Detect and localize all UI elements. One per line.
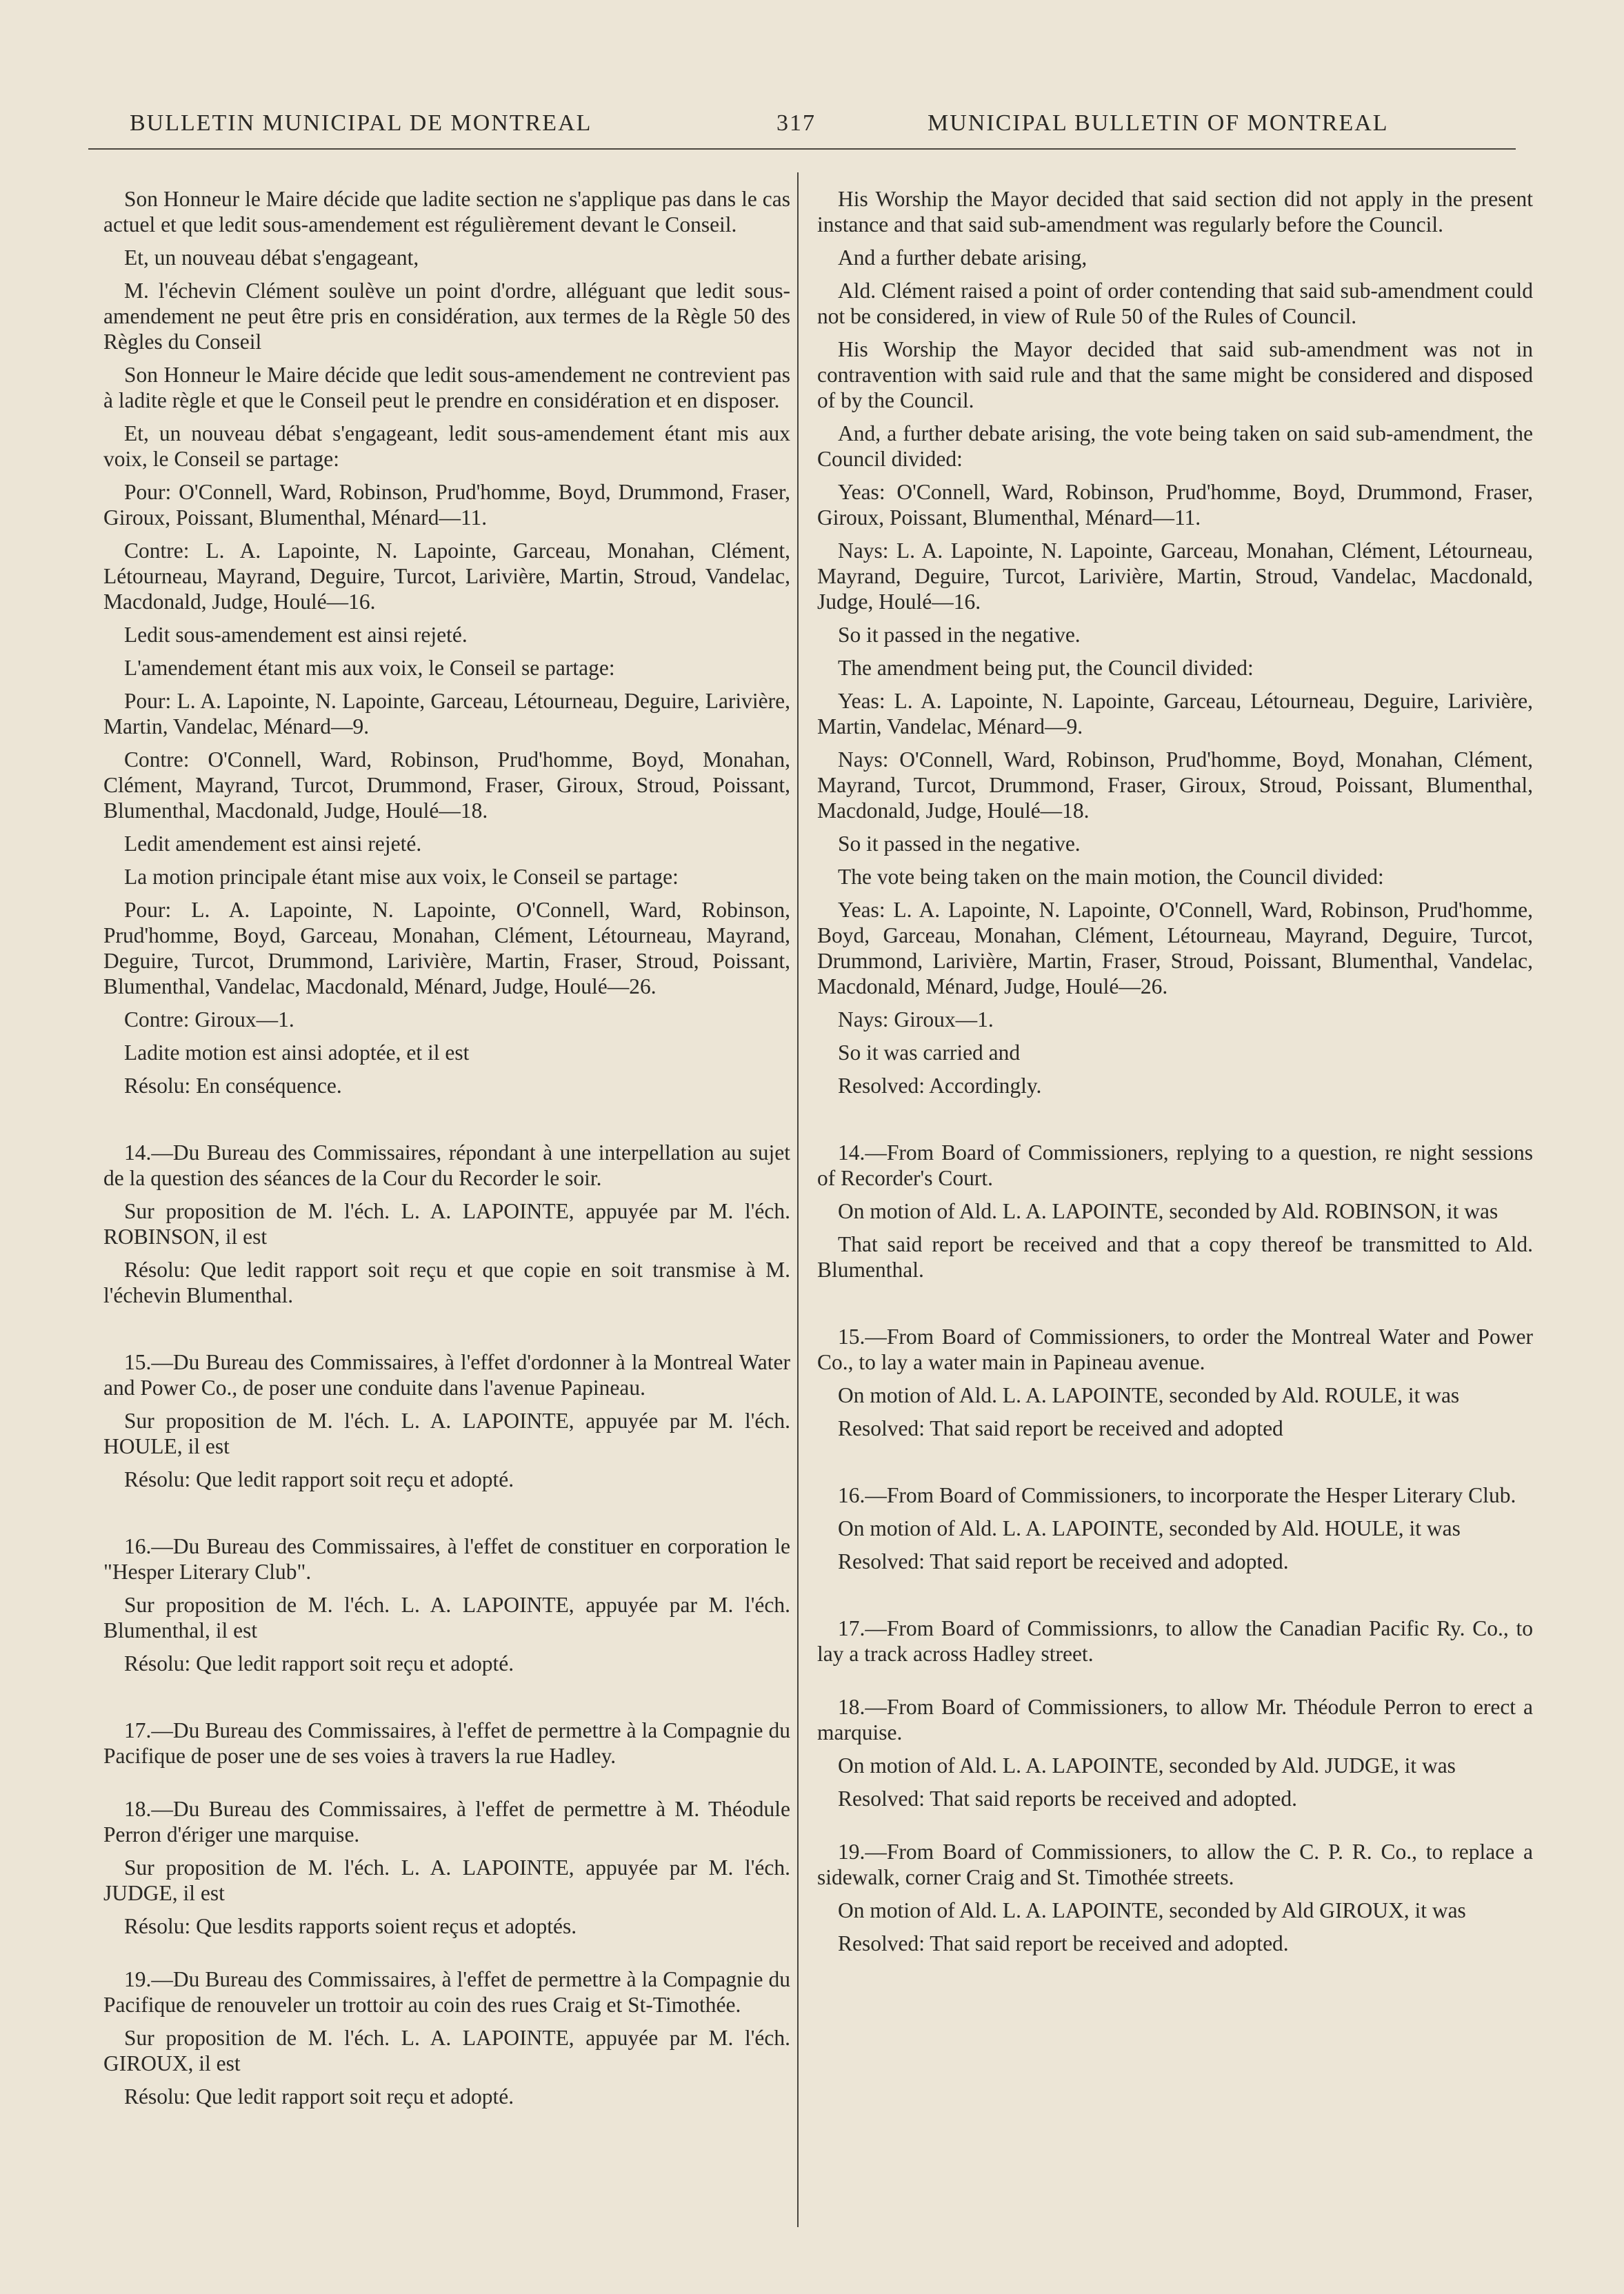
vote-contre: Contre: Giroux—1. [124, 1007, 294, 1032]
vote-nays: Nays: O'Connell, Ward, Robinson, Prud'homme, Boyd, Monahan, Clément, Mayrand, Turcot, Drummond, Fraser, Giroux, Stroud, Poissant, Blumenthal, Macdonald, Judge, Houlé—18. [817, 747, 1533, 823]
header-title-english: MUNICIPAL BULLETIN OF MONTREAL [928, 110, 1389, 136]
paragraph: So it was carried and [838, 1040, 1021, 1065]
motion: On motion of Ald. L. A. LAPOINTE, seconded by Ald. ROBINSON, it was [838, 1199, 1498, 1223]
motion: Sur proposition de M. l'éch. L. A. LAPOINTE, appuyée par M. l'éch. JUDGE, il est [103, 1855, 790, 1905]
header-rule [88, 148, 1516, 150]
paragraph: Son Honneur le Maire décide que ledit sous-amendement ne contrevient pas à ladite règle et que le Conseil peut le prendre en considération et en disposer. [103, 363, 790, 412]
item-heading: 19.—From Board of Commissioners, to allow the C. P. R. Co., to replace a sidewalk, corner Craig and St. Timothée streets. [817, 1840, 1533, 1889]
paragraph: L'amendement étant mis aux voix, le Conseil se partage: [124, 656, 615, 680]
resolution: Resolved: Accordingly. [838, 1074, 1042, 1098]
resolution: Résolu: Que ledit rapport soit reçu et adopté. [124, 1467, 514, 1491]
motion: On motion of Ald. L. A. LAPOINTE, seconded by Ald GIROUX, it was [838, 1898, 1466, 1922]
paragraph: Et, un nouveau débat s'engageant, ledit sous-amendement étant mis aux voix, le Conseil se partage: [103, 421, 790, 471]
vote-pour: Pour: L. A. Lapointe, N. Lapointe, O'Connell, Ward, Robinson, Prud'homme, Boyd, Garceau, Monahan, Clément, Létourneau, Mayrand, Deguire, Turcot, Drummond, Larivière, Martin, Fraser, Stroud, Poissant, Blumenthal, Vandelac, Macdonald, Ménard, Judge, Houlé—26. [103, 898, 790, 998]
paragraph: The amendment being put, the Council divided: [838, 656, 1254, 680]
item-heading: 19.—Du Bureau des Commissaires, à l'effet de permettre à la Compagnie du Pacifique de renouveler un trottoir au coin des rues Craig et St-Timothée. [103, 1967, 790, 2017]
resolution: Resolved: That said reports be received and adopted. [838, 1787, 1297, 1811]
resolution: Résolu: En conséquence. [124, 1074, 342, 1098]
resolution: Résolu: Que lesdits rapports soient reçus et adoptés. [124, 1914, 577, 1938]
item-heading: 15.—From Board of Commissioners, to order the Montreal Water and Power Co., to lay a water main in Papineau avenue. [817, 1325, 1533, 1374]
item-heading: 17.—From Board of Commissionrs, to allow the Canadian Pacific Ry. Co., to lay a track across Hadley street. [817, 1616, 1533, 1666]
paragraph: The vote being taken on the main motion, the Council divided: [838, 865, 1384, 889]
resolution: That said report be received and that a copy thereof be transmitted to Ald. Blumenthal. [817, 1232, 1533, 1282]
vote-pour: Pour: O'Connell, Ward, Robinson, Prud'homme, Boyd, Drummond, Fraser, Giroux, Poissant, Blumenthal, Ménard—11. [103, 480, 790, 530]
vote-nays: Nays: Giroux—1. [838, 1007, 994, 1032]
paragraph: His Worship the Mayor decided that said section did not apply in the present instance and that said sub-amendment was regularly before the Council. [817, 187, 1533, 237]
paragraph: So it passed in the negative. [838, 623, 1081, 647]
vote-nays: Nays: L. A. Lapointe, N. Lapointe, Garceau, Monahan, Clément, Létourneau, Mayrand, Deguire, Turcot, Larivière, Martin, Stroud, Vandelac, Macdonald, Judge, Houlé—16. [817, 539, 1533, 614]
resolution: Resolved: That said report be received and adopted [838, 1416, 1283, 1440]
motion: On motion of Ald. L. A. LAPOINTE, seconded by Ald. HOULE, it was [838, 1516, 1461, 1540]
english-column [817, 186, 1533, 1964]
motion: On motion of Ald. L. A. LAPOINTE, seconded by Ald. JUDGE, it was [838, 1753, 1456, 1778]
item-heading: 14.—Du Bureau des Commissaires, répondant à une interpellation au sujet de la question des séances de la Cour du Recorder le soir. [103, 1140, 790, 1190]
vote-pour: Pour: L. A. Lapointe, N. Lapointe, Garceau, Létourneau, Deguire, Larivière, Martin, Vandelac, Ménard—9. [103, 689, 790, 738]
paragraph: Son Honneur le Maire décide que ladite section ne s'applique pas dans le cas actuel et que ledit sous-amendement est régulièrement devant le Conseil. [103, 187, 790, 237]
paragraph: Ledit amendement est ainsi rejeté. [124, 832, 422, 856]
paragraph: So it passed in the negative. [838, 832, 1081, 856]
item-heading: 18.—Du Bureau des Commissaires, à l'effet de permettre à M. Théodule Perron d'ériger une marquise. [103, 1797, 790, 1847]
paragraph: His Worship the Mayor decided that said sub-amendment was not in contravention with said rule and that the same might be considered and disposed of by the Council. [817, 337, 1533, 412]
motion: Sur proposition de M. l'éch. L. A. LAPOINTE, appuyée par M. l'éch. ROBINSON, il est [103, 1199, 790, 1249]
paragraph: Ledit sous-amendement est ainsi rejeté. [124, 623, 468, 647]
resolution: Resolved: That said report be received and adopted. [838, 1931, 1289, 1955]
item-heading: 15.—Du Bureau des Commissaires, à l'effet d'ordonner à la Montreal Water and Power Co., de poser une conduite dans l'avenue Papineau. [103, 1350, 790, 1400]
page-number: 317 [776, 110, 816, 136]
motion: Sur proposition de M. l'éch. L. A. LAPOINTE, appuyée par M. l'éch. GIROUX, il est [103, 2026, 790, 2075]
motion: Sur proposition de M. l'éch. L. A. LAPOINTE, appuyée par M. l'éch. HOULE, il est [103, 1409, 790, 1458]
vote-yeas: Yeas: L. A. Lapointe, N. Lapointe, Garceau, Létourneau, Deguire, Larivière, Martin, Vandelac, Ménard—9. [817, 689, 1533, 738]
paragraph: Ald. Clément raised a point of order contending that said sub-amendment could not be considered, in view of Rule 50 of the Rules of Council. [817, 279, 1533, 328]
motion: On motion of Ald. L. A. LAPOINTE, seconded by Ald. ROULE, it was [838, 1383, 1460, 1407]
column-divider [797, 172, 799, 2227]
paragraph: Ladite motion est ainsi adoptée, et il est [124, 1040, 470, 1065]
vote-yeas: Yeas: L. A. Lapointe, N. Lapointe, O'Connell, Ward, Robinson, Prud'homme, Boyd, Garceau, Monahan, Clément, Létourneau, Mayrand, Deguire, Turcot, Drummond, Larivière, Martin, Fraser, Stroud, Poissant, Blumenthal, Vandelac, Macdonald, Ménard, Judge, Houlé—26. [817, 898, 1533, 998]
item-heading: 18.—From Board of Commissioners, to allow Mr. Théodule Perron to erect a marquise. [817, 1695, 1533, 1744]
resolution: Resolved: That said report be received and adopted. [838, 1549, 1289, 1573]
resolution: Résolu: Que ledit rapport soit reçu et que copie en soit transmise à M. l'échevin Blumenthal. [103, 1258, 790, 1307]
item-heading: 17.—Du Bureau des Commissaires, à l'effet de permettre à la Compagnie du Pacifique de poser une de ses voies à travers la rue Hadley. [103, 1718, 790, 1768]
paragraph: La motion principale étant mise aux voix, le Conseil se partage: [124, 865, 679, 889]
motion: Sur proposition de M. l'éch. L. A. LAPOINTE, appuyée par M. l'éch. Blumenthal, il est [103, 1593, 790, 1642]
vote-contre: Contre: O'Connell, Ward, Robinson, Prud'homme, Boyd, Monahan, Clément, Mayrand, Turcot, Drummond, Fraser, Giroux, Stroud, Poissant, Blumenthal, Macdonald, Judge, Houlé—18. [103, 747, 790, 823]
vote-yeas: Yeas: O'Connell, Ward, Robinson, Prud'homme, Boyd, Drummond, Fraser, Giroux, Poissant, Blumenthal, Ménard—11. [817, 480, 1533, 530]
item-heading: 14.—From Board of Commissioners, replying to a question, re night sessions of Recorder's Court. [817, 1140, 1533, 1190]
page-header [0, 103, 1624, 145]
vote-contre: Contre: L. A. Lapointe, N. Lapointe, Garceau, Monahan, Clément, Létourneau, Mayrand, Deguire, Turcot, Larivière, Martin, Stroud, Vandelac, Macdonald, Judge, Houlé—16. [103, 539, 790, 614]
paragraph: And, a further debate arising, the vote being taken on said sub-amendment, the Council divided: [817, 421, 1533, 471]
resolution: Résolu: Que ledit rapport soit reçu et adopté. [124, 2084, 514, 2109]
paragraph: M. l'échevin Clément soulève un point d'ordre, alléguant que ledit sous-amendement ne peut être pris en considération, aux termes de la Règle 50 des Règles du Conseil [103, 279, 790, 354]
item-heading: 16.—Du Bureau des Commissaires, à l'effet de constituer en corporation le "Hesper Literary Club". [103, 1534, 790, 1584]
item-heading: 16.—From Board of Commissioners, to incorporate the Hesper Literary Club. [838, 1483, 1516, 1507]
resolution: Résolu: Que ledit rapport soit reçu et adopté. [124, 1651, 514, 1676]
header-title-french: BULLETIN MUNICIPAL DE MONTREAL [130, 110, 592, 136]
paragraph: Et, un nouveau débat s'engageant, [124, 245, 419, 270]
paragraph: And a further debate arising, [838, 245, 1087, 270]
french-column [103, 186, 790, 2117]
